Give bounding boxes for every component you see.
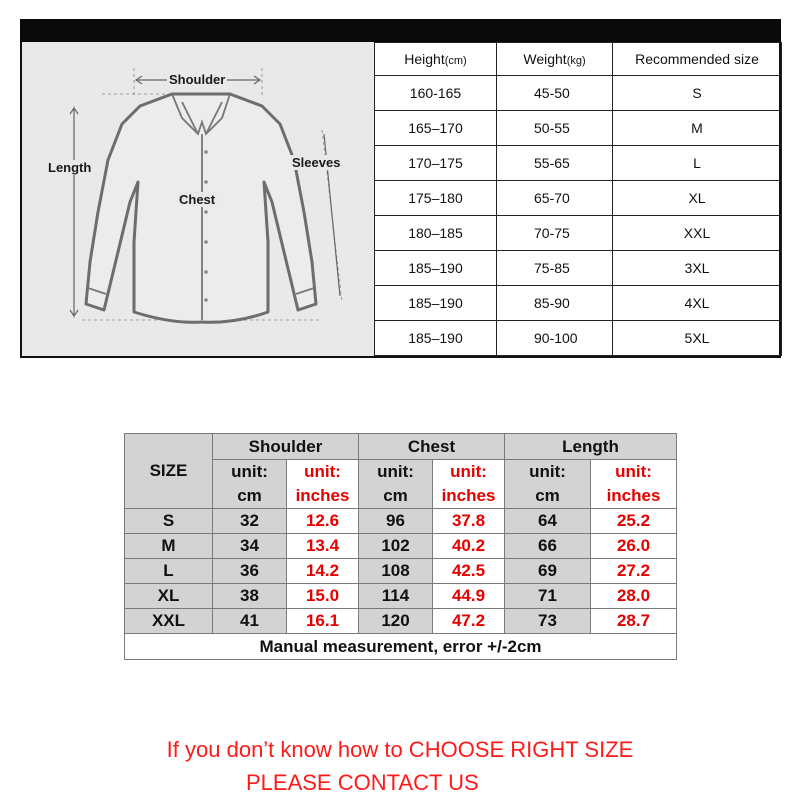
height-cell: 180–185 [375,216,497,251]
measurement-row [125,559,677,584]
height-cell: 185–190 [375,286,497,321]
chest-cm-cell: 120 [359,609,433,634]
unit-inches-header: unit: inches [433,460,505,509]
size-cell: L [125,559,213,584]
length-cm-cell: 66 [505,534,591,559]
size-table-row [375,111,782,146]
shoulder-label: Shoulder [169,72,226,87]
chest-cm-cell: 102 [359,534,433,559]
height-cell: 165–170 [375,111,497,146]
shoulder-inches-cell: 13.4 [287,534,359,559]
height-cell: 185–190 [375,251,497,286]
size-table-row [375,251,782,286]
weight-cell: 70-75 [497,216,613,251]
size-table-row [375,216,782,251]
shoulder-cm-cell: 38 [213,584,287,609]
shoulder-cm-cell: 32 [213,509,287,534]
contact-us-notice: PLEASE CONTACT US [246,770,479,795]
length-cm-cell: 73 [505,609,591,634]
chest-inches-cell: 42.5 [433,559,505,584]
chest-inches-cell: 47.2 [433,609,505,634]
size-table-row [375,286,782,321]
size-table-row [375,321,782,356]
height-cell: 160-165 [375,76,497,111]
length-cm-cell: 71 [505,584,591,609]
weight-cell: 90-100 [497,321,613,356]
size-table-row [375,76,782,111]
size-table-header [375,43,782,76]
height-cell: 170–175 [375,146,497,181]
shoulder-inches-cell: 15.0 [287,584,359,609]
measurement-table [124,433,677,660]
shirt-diagram [22,42,374,356]
shoulder-group-header: Shoulder [213,434,359,460]
length-group-header: Length [505,434,677,460]
weight-cell: 75-85 [497,251,613,286]
length-inches-cell: 28.7 [591,609,677,634]
shoulder-inches-cell: 16.1 [287,609,359,634]
chest-label: Chest [179,192,216,207]
size-header: Recommended size [613,43,782,76]
size-cell: S [125,509,213,534]
measurement-row [125,534,677,559]
unit-inches-header: unit: inches [591,460,677,509]
shoulder-cm-cell: 36 [213,559,287,584]
measurement-row [125,609,677,634]
weight-cell: 65-70 [497,181,613,216]
shoulder-inches-cell: 12.6 [287,509,359,534]
unit-cm-header: unit: cm [213,460,287,509]
measurement-row [125,584,677,609]
size-table-row [375,146,782,181]
chest-cm-cell: 96 [359,509,433,534]
unit-cm-header: unit: cm [505,460,591,509]
weight-cell: 85-90 [497,286,613,321]
size-column-header: SIZE [125,434,213,509]
shoulder-inches-cell: 14.2 [287,559,359,584]
size-help-notice: If you don’t know how to CHOOSE RIGHT SIZE [166,737,634,762]
size-cell: 3XL [613,251,782,286]
length-inches-cell: 25.2 [591,509,677,534]
chest-group-header: Chest [359,434,505,460]
height-cell: 175–180 [375,181,497,216]
weight-cell: 50-55 [497,111,613,146]
measurement-row [125,509,677,534]
weight-header: Weight(kg) [497,43,613,76]
size-cell: L [613,146,782,181]
chest-inches-cell: 40.2 [433,534,505,559]
measurement-footnote: Manual measurement, error +/-2cm [125,634,677,660]
length-inches-cell: 26.0 [591,534,677,559]
sleeves-label: Sleeves [292,155,341,170]
size-cell: XL [125,584,213,609]
size-cell: M [125,534,213,559]
length-inches-cell: 28.0 [591,584,677,609]
chest-cm-cell: 108 [359,559,433,584]
length-cm-cell: 64 [505,509,591,534]
chest-inches-cell: 44.9 [433,584,505,609]
length-inches-cell: 27.2 [591,559,677,584]
size-cell: XXL [125,609,213,634]
size-cell: 4XL [613,286,782,321]
unit-cm-header: unit: cm [359,460,433,509]
size-cell: S [613,76,782,111]
length-cm-cell: 69 [505,559,591,584]
size-cell: XL [613,181,782,216]
unit-inches-header: unit: inches [287,460,359,509]
length-label: Length [48,160,92,175]
weight-cell: 45-50 [497,76,613,111]
size-cell: XXL [613,216,782,251]
size-recommendation-table [374,42,782,356]
size-cell: 5XL [613,321,782,356]
chest-cm-cell: 114 [359,584,433,609]
size-cell: M [613,111,782,146]
shoulder-cm-cell: 34 [213,534,287,559]
chest-inches-cell: 37.8 [433,509,505,534]
weight-cell: 55-65 [497,146,613,181]
shoulder-cm-cell: 41 [213,609,287,634]
size-table-row [375,181,782,216]
header-bar [20,19,781,42]
height-cell: 185–190 [375,321,497,356]
height-header: Height(cm) [375,43,497,76]
